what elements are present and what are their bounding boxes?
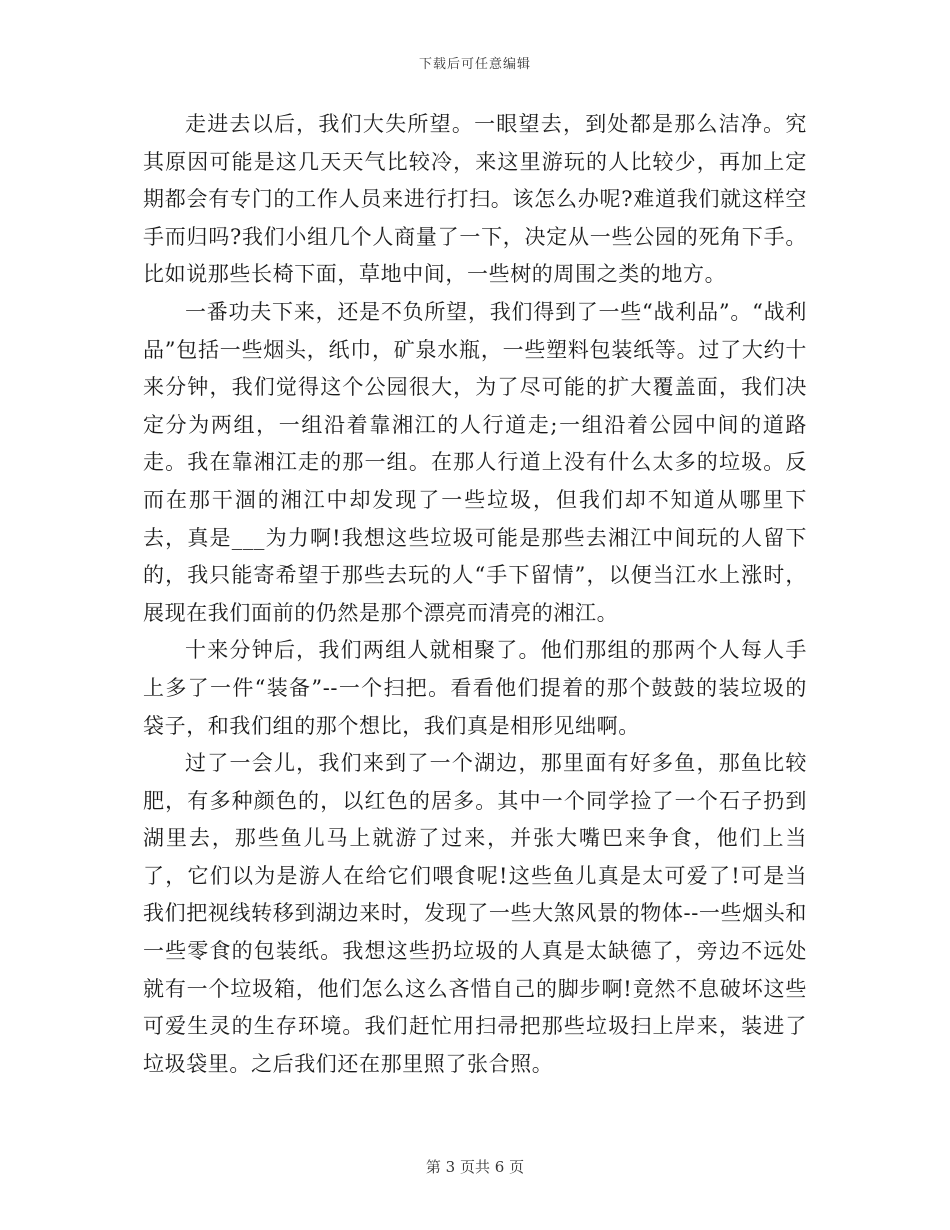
paragraph-4: 过了一会儿，我们来到了一个湖边，那里面有好多鱼，那鱼比较肥，有多种颜色的，以红色的居多。其中一个同学捡了一个石子扔到湖里去，那些鱼儿马上就游了过来，并张大嘴巴来争食，他们上当了，它们以为是游人在给它们喂食呢!这些鱼儿真是太可爱了!可是当我们把视线转移到湖边来时，发现了一些大煞风景的物体--一些烟头和一些零食的包装纸。我想这些扔垃圾的人真是太缺德了，旁边不远处就有一个垃圾箱，他们怎么这么吝惜自己的脚步啊!竟然不息破坏这些可爱生灵的生存环境。我们赶忙用扫帚把那些垃圾扫上岸来，装进了垃圾袋里。之后我们还在那里照了张合照。	[143, 751, 807, 1076]
paragraph-1: 走进去以后，我们大失所望。一眼望去，到处都是那么洁净。究其原因可能是这几天天气比较冷，来这里游玩的人比较少，再加上定期都会有专门的工作人员来进行打扫。该怎么办呢?难道我们就这样空手而归吗?我们小组几个人商量了一下，决定从一些公园的死角下手。比如说那些长椅下面，草地中间，一些树的周围之类的地方。	[143, 112, 807, 287]
page-number-footer: 第 3 页共 6 页	[425, 1158, 525, 1176]
paragraph-2: 一番功夫下来，还是不负所望，我们得到了一些“战利品”。“战利品”包括一些烟头，纸巾，矿泉水瓶，一些塑料包装纸等。过了大约十来分钟，我们觉得这个公园很大，为了尽可能的扩大覆盖面，我们决定分为两组，一组沿着靠湘江的人行道走;一组沿着公园中间的道路走。我在靠湘江走的那一组。在那人行道上没有什么太多的垃圾。反而在那干涸的湘江中却发现了一些垃圾，但我们却不知道从哪里下去，真是___为力啊!我想这些垃圾可能是那些去湘江中间玩的人留下的，我只能寄希望于那些去玩的人“手下留情”，以便当江水上涨时，展现在我们面前的仍然是那个漂亮而清亮的湘江。	[143, 299, 807, 625]
paragraph-3: 十来分钟后，我们两组人就相聚了。他们那组的那两个人每人手上多了一件“装备”--一个扫把。看看他们提着的那个鼓鼓的装垃圾的袋子，和我们组的那个想比，我们真是相形见绌啊。	[143, 638, 807, 738]
page-header: 下载后可任意编辑	[418, 57, 531, 72]
document-body	[143, 106, 807, 1083]
